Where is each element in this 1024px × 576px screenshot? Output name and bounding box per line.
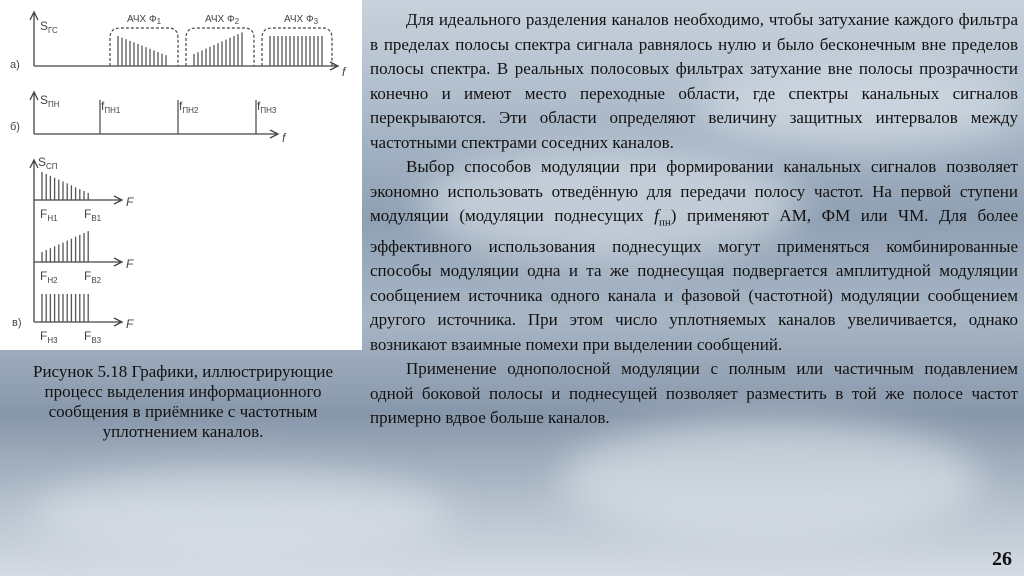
row-label-b: б) [10, 121, 20, 133]
x-label-c1: F [126, 195, 134, 209]
band-high-label-2: $F_{В2}$ [84, 269, 102, 285]
body-text [370, 8, 1018, 431]
page-number: 26 [992, 548, 1012, 570]
axis-y-a [30, 12, 38, 66]
axis-x-c1 [34, 196, 122, 204]
paragraph-3: Применение однополосной модуляции с полным или частичным подавлением одной боковой полосы и поднесущей позволяет разместить в той же полосе частот примерно вдвое больше каналов. [370, 359, 1018, 428]
axis-x-c2 [34, 258, 122, 266]
subcarrier-subscript: пн [659, 216, 671, 229]
subcarrier-symbol: f [654, 206, 659, 225]
figure-svg [0, 0, 362, 350]
row-label-c: в) [12, 317, 22, 329]
filter-response-2 [186, 28, 254, 66]
paragraph-2: Выбор способов модуляции при формировании канальных сигналов позволяет экономно использовать отведённую для передачи полосу частот. На первой ступени модуляции (модуляции поднесущих $f_{пн}$) применяют АМ, ФМ или ЧМ. Для более эффективного использования поднесущих могут применяться комбинированные способы модуляции одна и та же поднесущая подвергается амплитудной модуляции сообщением источника одного канала и фазовой (частотной) модуляции сообщением другого источника. При этом число уплотняемых каналов увеличивается, однако возникают взаимные помехи при выделении сообщений. [370, 157, 1018, 354]
band-high-label-1: $F_{В1}$ [84, 207, 102, 223]
x-label-a: f [342, 65, 346, 79]
axis-x-b [34, 130, 278, 138]
carrier-label-1: $f_{ПН1}$ [101, 99, 121, 115]
spectral-lines-c [42, 172, 88, 322]
filter-label-3: АЧХ $Ф_3$ [284, 14, 319, 26]
band-low-label-2: $F_{Н2}$ [40, 269, 58, 285]
axis-y-b [30, 92, 38, 134]
y-label-b: $S_{ПН}$ [40, 93, 60, 109]
figure-caption: Рисунок 5.18 Графики, иллюстрирующие процесс выделения информационного сообщения в приёмнике с частотным уплотнением каналов. [32, 362, 333, 441]
row-label-a: а) [10, 59, 20, 71]
axis-y-c [30, 160, 38, 322]
carrier-label-2: $f_{ПН2}$ [179, 99, 199, 115]
band-low-label-1: $F_{Н1}$ [40, 207, 58, 223]
figure-spectra-diagram [0, 0, 362, 350]
y-label-a: $S_{ГС}$ [40, 19, 58, 35]
x-label-b: f [282, 131, 286, 145]
x-label-c2: F [126, 257, 134, 271]
y-label-c: $S_{СП}$ [38, 155, 58, 171]
band-high-label-3: $F_{В3}$ [84, 329, 102, 345]
background-cloud [560, 420, 980, 540]
band-low-label-3: $F_{Н3}$ [40, 329, 58, 345]
filter-label-1: АЧХ $Ф_1$ [127, 14, 162, 26]
axis-x-c3 [34, 318, 122, 326]
filter-label-2: АЧХ $Ф_2$ [205, 14, 240, 26]
x-label-c3: F [126, 317, 134, 331]
filter-response-1 [110, 28, 178, 66]
background-cloud [30, 470, 450, 560]
carrier-label-3: $f_{ПН3}$ [257, 99, 277, 115]
spectral-lines-a [118, 32, 322, 66]
paragraph-1: Для идеального разделения каналов необходимо, чтобы затухание каждого фильтра в пределах полосы спектра сигнала равнялось нулю и было бесконечным вне пределов полосы спектра. В реальных полосовых фильтрах затухание вне полосы прозрачности конечно и имеют место переходные области, где спектры канальных сигналов перекрываются. Эти области определяют величину защитных интервалов между частотными спектрами соседних каналов. [370, 10, 1018, 152]
